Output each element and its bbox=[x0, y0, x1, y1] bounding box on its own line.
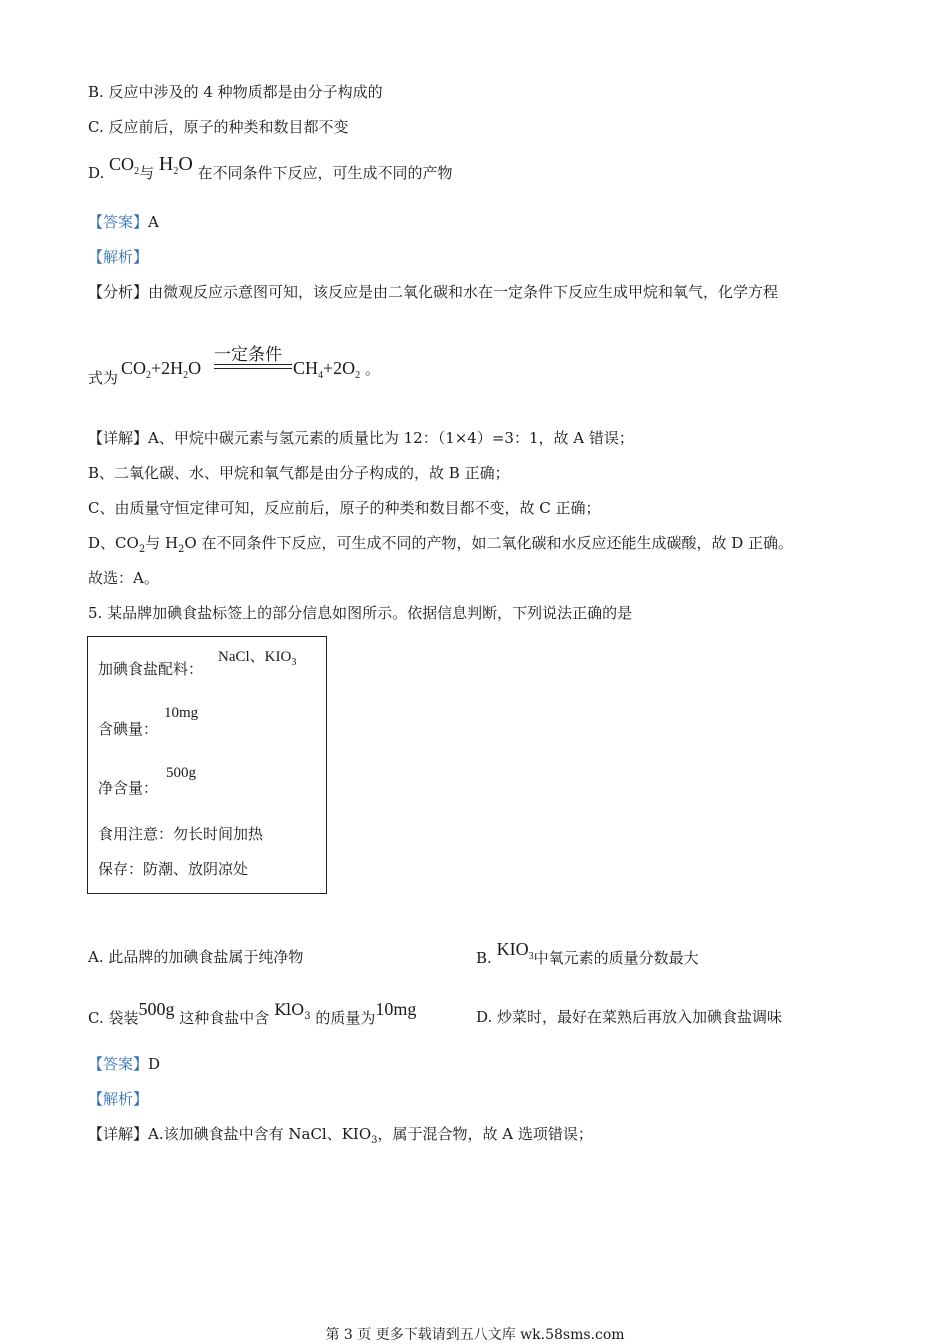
q4-equation: 式为 bbox=[88, 369, 119, 387]
net-label: 净含量： bbox=[98, 779, 159, 797]
q4-option-c: C. 反应前后，原子的种类和数目都不变 bbox=[88, 118, 349, 136]
q4-detail-c: C、由质量守恒定律可知，反应前后，原子的种类和数目都不变，故 C 正确； bbox=[88, 499, 601, 517]
q5-option-b: B. $KIO_3$中氧元素的质量分数最大 bbox=[476, 939, 699, 967]
answer-tag: 【答案】 bbox=[88, 213, 149, 231]
q4-option-d bbox=[88, 153, 453, 186]
ingredients-value: NaCl、$KIO_3$ bbox=[218, 649, 297, 668]
q5-option-c: C. 袋装500g 这种食盐中含 KlO$_3$ 的质量为10mg bbox=[88, 999, 417, 1027]
with-word: 与 bbox=[139, 164, 155, 182]
co2-formula: $CO_2$ bbox=[109, 154, 140, 177]
q4-detail-a: 【详解】A、甲烷中碳元素与氢元素的质量比为 12：（1×4）=3：1，故 A 错误； bbox=[88, 429, 634, 447]
equation-left: $CO_2+2H_2O$ bbox=[121, 358, 202, 381]
q4-detail-d: D、$CO_2$与 $H_2O$ 在不同条件下反应，可生成不同的产物，如二氧化碳和水反应还能生成碳酸，故 D 正确。 bbox=[88, 534, 794, 555]
q5-option-a: A. 此品牌的加碘食盐属于纯净物 bbox=[88, 948, 304, 966]
usage-note: 食用注意：勿长时间加热 bbox=[98, 825, 264, 843]
salt-label-box bbox=[87, 636, 327, 894]
q4-option-d-prefix: D. bbox=[88, 164, 105, 182]
q5-stem: 5. 某品牌加碘食盐标签上的部分信息如图所示。依据信息判断，下列说法正确的是 bbox=[88, 604, 633, 622]
q4-option-b: B. 反应中涉及的 4 种物质都是由分子构成的 bbox=[88, 83, 383, 101]
ingredients-label: 加碘食盐配料： bbox=[98, 660, 204, 678]
q4-choice: 故选：A。 bbox=[88, 569, 159, 587]
q5-detail-a: 【详解】A.该加碘食盐中含有 NaCl、$KIO_3$，属于混合物，故 A 选项错误； bbox=[88, 1125, 593, 1146]
iodine-value: 10mg bbox=[164, 705, 199, 721]
equation-arrow bbox=[214, 364, 292, 369]
q5-option-d: D. 炒菜时，最好在菜熟后再放入加碘食盐调味 bbox=[476, 1008, 783, 1026]
storage-note: 保存：防潮、放阴凉处 bbox=[98, 860, 249, 878]
page-footer: 第 3 页 更多下载请到五八文库 wk.58sms.com bbox=[325, 1327, 625, 1343]
q5-answer: 【答案】D bbox=[88, 1055, 161, 1073]
net-value: 500g bbox=[166, 765, 196, 781]
q4-analysis-tag: 【解析】 bbox=[88, 248, 149, 266]
h2o-formula: $H_2O$ bbox=[158, 153, 193, 177]
q4-fenxi: 【分析】由微观反应示意图可知，该反应是由二氧化碳和水在一定条件下反应生成甲烷和氧气，化学方程 bbox=[88, 283, 779, 301]
q5-analysis-tag: 【解析】 bbox=[88, 1090, 149, 1108]
equation-condition: 一定条件 bbox=[214, 345, 282, 365]
q4-option-d-rest: 在不同条件下反应，可生成不同的产物 bbox=[197, 164, 453, 182]
iodine-label: 含碘量： bbox=[98, 720, 159, 738]
q4-answer: 【答案】A bbox=[88, 213, 159, 231]
equation-right: $CH_4+2O_2$ 。 bbox=[293, 358, 380, 381]
q4-detail-b: B、二氧化碳、水、甲烷和氧气都是由分子构成的，故 B 正确； bbox=[88, 464, 510, 482]
